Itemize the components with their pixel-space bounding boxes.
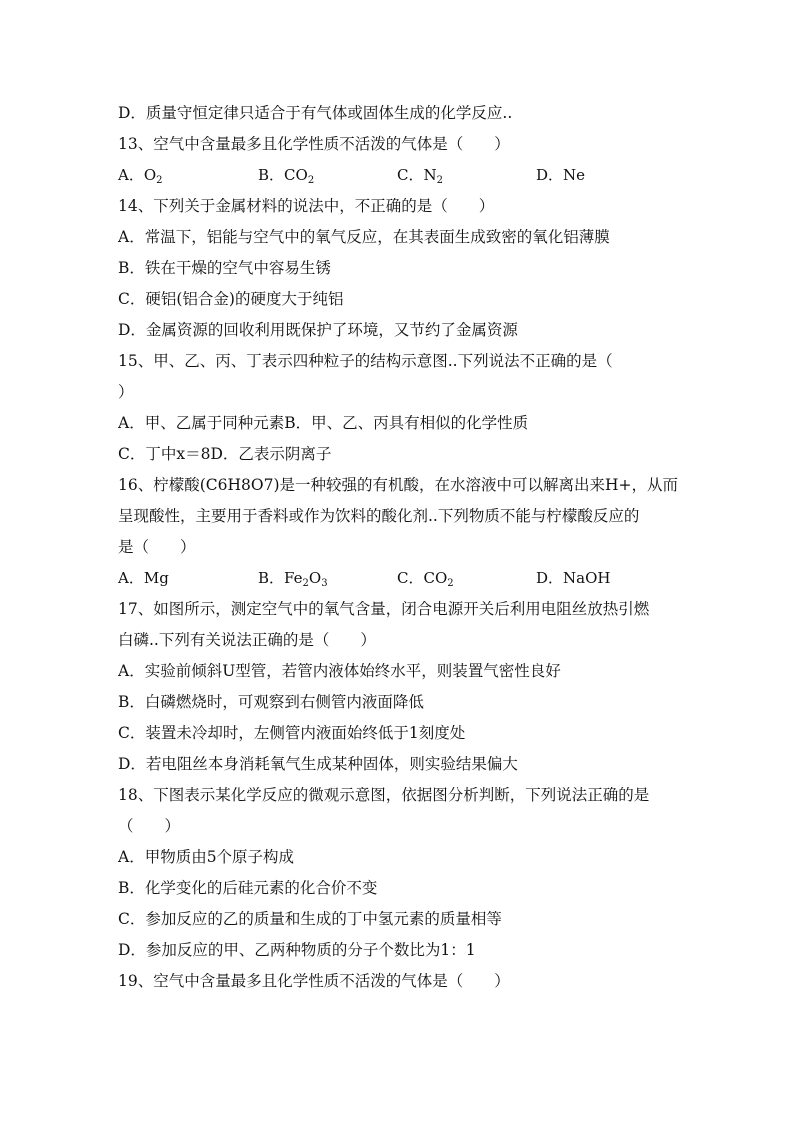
q17-option-d: D．若电阻丝本身消耗氧气生成某种固体，则实验结果偏大 — [118, 755, 518, 773]
q17-option-c: C．装置未冷却时，左侧管内液面始终低于1刻度处 — [118, 724, 466, 742]
q12-option-d: D．质量守恒定律只适合于有气体或固体生成的化学反应.. — [118, 104, 513, 122]
q18-option-b: B．化学变化的后硅元素的化合价不变 — [118, 879, 378, 897]
q16-option-c: C．$CO_2$ — [397, 569, 454, 589]
q14-option-a: A．常温下，铝能与空气中的氧气反应，在其表面生成致密的氧化铝薄膜 — [118, 228, 610, 246]
q16-stem: 16、柠檬酸(C6H8O7)是一种较强的有机酸，在水溶液中可以解离出来H+，从而 — [118, 476, 678, 494]
q14-option-b: B．铁在干燥的空气中容易生锈 — [118, 259, 331, 277]
q13-option-d: D．Ne — [536, 166, 586, 184]
q14-stem: 14、下列关于金属材料的说法中，不正确的是（ ） — [118, 197, 495, 215]
q18-stem: 18、下图表示某化学反应的微观示意图，依据图分析判断，下列说法正确的是 — [118, 786, 650, 804]
q14-option-d: D．金属资源的回收利用既保护了环境，又节约了金属资源 — [118, 321, 518, 339]
q15-stem: 15、甲、乙、丙、丁表示四种粒子的结构示意图..下列说法不正确的是（ — [118, 352, 613, 370]
q16-option-a: A．Mg — [118, 569, 169, 587]
q15-options-ab: A．甲、乙属于同种元素B．甲、乙、丙具有相似的化学性质 — [118, 414, 529, 432]
q17-stem-cont: 白磷..下列有关说法正确的是（ ） — [118, 631, 376, 649]
q15-stem-cont: ） — [118, 383, 134, 401]
q18-option-c: C．参加反应的乙的质量和生成的丁中氢元素的质量相等 — [118, 910, 502, 928]
q17-option-b: B．白磷燃烧时，可观察到右侧管内液面降低 — [118, 693, 424, 711]
q16-option-d: D．NaOH — [536, 569, 611, 587]
q17-option-a: A．实验前倾斜U型管，若管内液体始终水平，则装置气密性良好 — [118, 662, 561, 680]
q13-option-a: A．$O_2$ — [118, 166, 163, 186]
q15-options-cd: C．丁中x＝8D．乙表示阴离子 — [118, 445, 332, 463]
q18-stem-cont: （ ） — [118, 817, 181, 835]
q16-stem-cont: 呈现酸性，主要用于香料或作为饮料的酸化剂..下列物质不能与柠檬酸反应的 — [118, 507, 640, 525]
q16-stem-end: 是（ ） — [118, 538, 196, 556]
q18-option-d: D．参加反应的甲、乙两种物质的分子个数比为1：1 — [118, 941, 476, 959]
q13-option-c: C．$N_2$ — [397, 166, 443, 186]
q13-stem: 13、空气中含量最多且化学性质不活泼的气体是（ ） — [118, 135, 510, 153]
q16-option-b: B．$Fe_2O_3$ — [258, 569, 328, 589]
q18-option-a: A．甲物质由5个原子构成 — [118, 848, 295, 866]
q17-stem: 17、如图所示，测定空气中的氧气含量，闭合电源开关后利用电阻丝放热引燃 — [118, 600, 650, 618]
q19-stem: 19、空气中含量最多且化学性质不活泼的气体是（ ） — [118, 972, 510, 990]
q14-option-c: C．硬铝(铝合金)的硬度大于纯铝 — [118, 290, 344, 308]
q13-option-b: B．$CO_2$ — [258, 166, 315, 186]
